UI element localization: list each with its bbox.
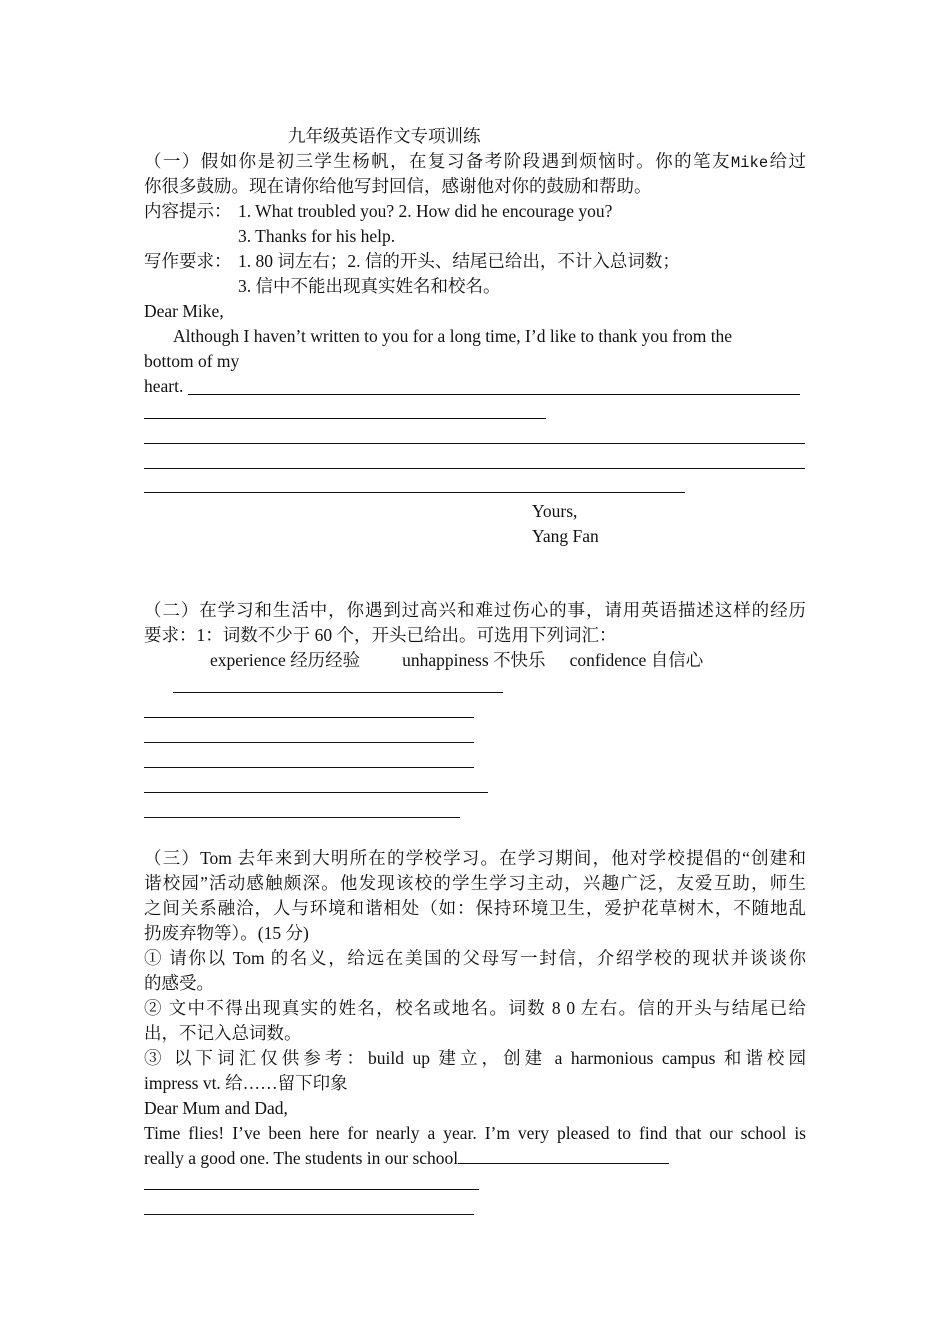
section3-prompt-line1: （三）Tom 去年来到大明所在的学校学习。在学习期间，他对学校提倡的“创建和 <box>144 848 806 868</box>
answer-line[interactable] <box>144 742 474 743</box>
section1-hints-label: 内容提示： <box>144 201 232 221</box>
section1-hint1: 1. What troubled you? 2. How did he encourage you? <box>238 201 613 221</box>
answer-line[interactable] <box>144 767 474 768</box>
section3-prompt-line4: 扔废弃物等）。(15 分) <box>144 923 309 943</box>
section2-prompt-line1: （二）在学习和生活中，你遇到过高兴和难过伤心的事，请用英语描述这样的经历 <box>144 600 806 620</box>
answer-line[interactable] <box>144 1214 474 1215</box>
answer-line[interactable] <box>144 1189 479 1190</box>
section3-opening-line1: Time flies! I’ve been here for nearly a year. I’m very pleased to find that our school is <box>144 1123 806 1143</box>
section1-opening-line2: bottom of my <box>144 351 240 371</box>
section3-prompt-line2: 谐校园”活动感触颇深。他发现该校的学生学习主动，兴趣广泛，友爱互助，师生 <box>144 873 806 893</box>
section3-item3-line1: ③ 以下词汇仅供参考：build up 建立，创建 a harmonious campus 和谐校园 <box>144 1048 806 1068</box>
section1-req1: 1. 80 词左右；2. 信的开头、结尾已给出，不计入总词数； <box>238 251 680 271</box>
section1-opening-line1: Although I haven’t written to you for a long time, I’d like to thank you from the <box>173 326 733 346</box>
section2-vocab-list <box>210 648 703 673</box>
section3-item2-line1: ② 文中不得出现真实的姓名，校名或地名。词数 8 0 左右。信的开头与结尾已给 <box>144 998 806 1018</box>
answer-line[interactable] <box>144 792 488 793</box>
answer-line[interactable] <box>144 817 460 818</box>
vocab-item: confidence 自信心 <box>569 650 704 670</box>
section1-salutation: Dear Mike, <box>144 301 224 321</box>
answer-line[interactable] <box>144 418 546 419</box>
section3-item2-line2: 出，不记入总词数。 <box>144 1023 302 1043</box>
section1-opening-line3: heart. <box>144 376 184 396</box>
answer-line[interactable] <box>144 468 805 469</box>
section3-prompt-line3: 之间关系融洽，人与环境和谐相处（如：保持环境卫生，爱护花草树木，不随地乱 <box>144 898 806 918</box>
answer-line[interactable] <box>458 1146 669 1164</box>
answer-line[interactable] <box>144 717 474 718</box>
section1-prompt-line1: （一）假如你是初三学生杨帆，在复习备考阶段遇到烦恼时。你的笔友Mike给过 <box>144 151 807 172</box>
section2-prompt-line2: 要求：1：词数不少于 60 个，开头已给出。可选用下列词汇： <box>144 625 617 645</box>
section3-item1-line2: 的感受。 <box>144 973 214 993</box>
section1-prompt-line2: 你很多鼓励。现在请你给他写封回信，感谢他对你的鼓励和帮助。 <box>144 176 652 196</box>
vocab-item: unhappiness 不快乐 <box>402 650 546 670</box>
section3-opening-line2: really a good one. The students in our school <box>144 1146 669 1171</box>
vocab-item: experience 经历经验 <box>210 650 361 670</box>
section1-req-label: 写作要求： <box>144 251 232 271</box>
section3-item3-line2: impress vt. 给……留下印象 <box>144 1073 348 1093</box>
section3-salutation: Dear Mum and Dad, <box>144 1098 288 1118</box>
answer-line[interactable] <box>144 492 685 493</box>
answer-line[interactable] <box>188 394 800 395</box>
answer-line[interactable] <box>144 443 805 444</box>
section3-item1-line1: ① 请你以 Tom 的名义，给远在美国的父母写一封信，介绍学校的现状并谈谈你 <box>144 948 806 968</box>
answer-line[interactable] <box>173 692 503 693</box>
section1-hint2: 3. Thanks for his help. <box>238 226 396 246</box>
section1-signature: Yang Fan <box>532 526 599 546</box>
section1-req2: 3. 信中不能出现真实姓名和校名。 <box>238 276 501 296</box>
page-title: 九年级英语作文专项训练 <box>288 126 481 146</box>
section1-closing: Yours, <box>532 501 578 521</box>
